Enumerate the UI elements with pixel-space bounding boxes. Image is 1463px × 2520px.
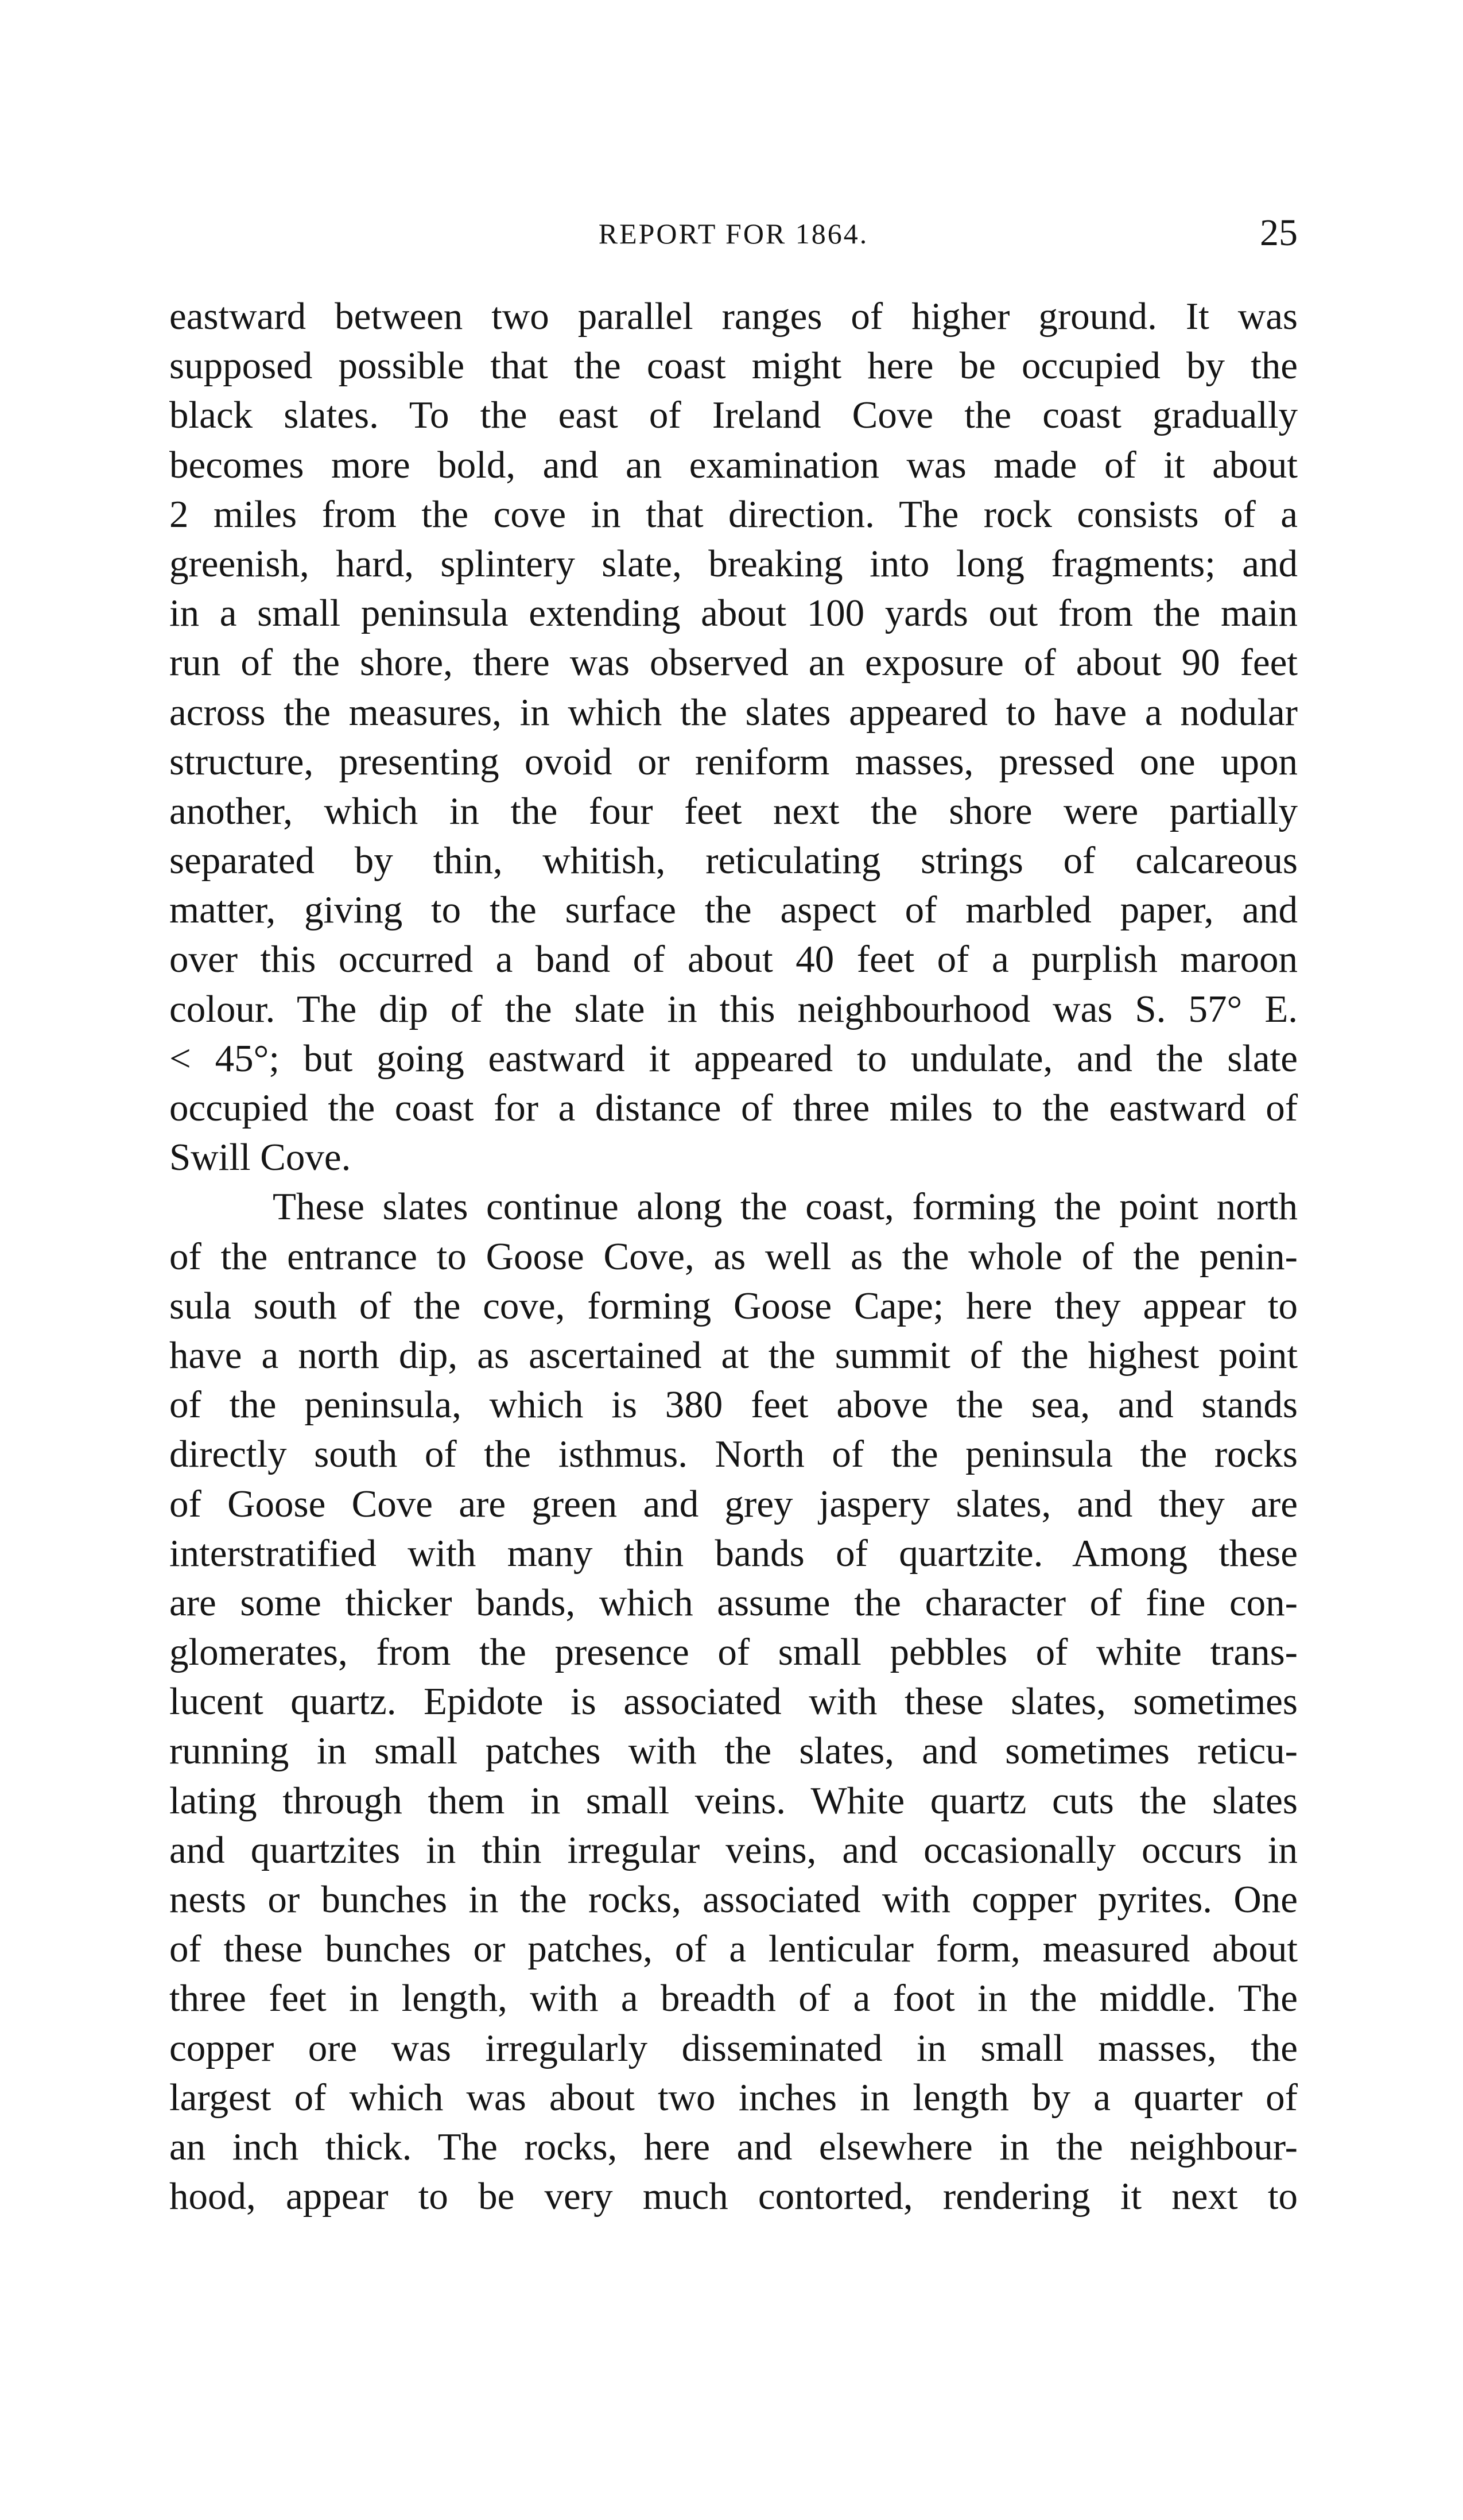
text-line: supposed possible that the coast might here be occupied by the — [169, 344, 1298, 387]
text-line: run of the shore, there was observed an exposure of about 90 feet — [169, 641, 1298, 684]
text-line: directly south of the isthmus. North of the peninsula the rocks — [169, 1433, 1298, 1476]
text-line: three feet in length, with a breadth of a foot in the middle. The — [169, 1977, 1298, 2020]
text-line: copper ore was irregularly disseminated in small masses, the — [169, 2026, 1298, 2069]
text-line: These slates continue along the coast, forming the point north — [273, 1185, 1298, 1228]
text-line: and quartzites in thin irregular veins, and occasionally occurs in — [169, 1828, 1298, 1871]
text-line: occupied the coast for a distance of three miles to the eastward of — [169, 1087, 1298, 1129]
text-line: glomerates, from the presence of small pebbles of white trans- — [169, 1631, 1298, 1674]
text-line: eastward between two parallel ranges of higher ground. It was — [169, 295, 1298, 338]
text-line: interstratified with many thin bands of quartzite. Among these — [169, 1532, 1298, 1575]
text-line: have a north dip, as ascertained at the summit of the highest point — [169, 1333, 1298, 1377]
text-line: largest of which was about two inches in length by a quarter of — [169, 2076, 1298, 2119]
text-line: separated by thin, whitish, reticulating strings of calcareous — [169, 839, 1298, 882]
text-line: across the measures, in which the slates appeared to have a nodular — [169, 691, 1298, 734]
text-line: sula south of the cove, forming Goose Cape; here they appear to — [169, 1284, 1298, 1327]
text-line: of Goose Cove are green and grey jaspery slates, and they are — [169, 1482, 1298, 1525]
text-line: another, which in the four feet next the shore were partially — [169, 789, 1298, 832]
text-line: over this occurred a band of about 40 feet of a purplish maroon — [169, 938, 1298, 981]
text-line: lucent quartz. Epidote is associated with these slates, sometimes — [169, 1680, 1298, 1723]
text-line: Swill Cove. — [169, 1136, 351, 1179]
paragraph-2 — [169, 1182, 1298, 2221]
text-line: are some thicker bands, which assume the character of fine con- — [169, 1581, 1298, 1624]
running-title: REPORT FOR 1864. — [598, 218, 869, 250]
text-line: in a small peninsula extending about 100 yards out from the main — [169, 592, 1298, 635]
text-line: running in small patches with the slates, and sometimes reticu- — [169, 1730, 1298, 1773]
text-line: an inch thick. The rocks, here and elsewhere in the neighbour- — [169, 2125, 1298, 2168]
text-line: of these bunches or patches, of a lenticular form, measured about — [169, 1928, 1298, 1971]
text-line: of the peninsula, which is 380 feet above the sea, and stands — [169, 1383, 1298, 1426]
text-line: lating through them in small veins. White quartz cuts the slates — [169, 1779, 1298, 1822]
running-head — [169, 214, 1298, 254]
text-line: colour. The dip of the slate in this neighbourhood was S. 57° E. — [169, 987, 1298, 1030]
body-text — [169, 292, 1298, 2221]
text-line: black slates. To the east of Ireland Cove the coast gradually — [169, 394, 1298, 437]
text-line: matter, giving to the surface the aspect of marbled paper, and — [169, 889, 1298, 932]
paragraph-1 — [169, 292, 1298, 1182]
text-line: hood, appear to be very much contorted, rendering it next to — [169, 2175, 1298, 2218]
text-line: greenish, hard, splintery slate, breaking into long fragments; and — [169, 542, 1298, 585]
text-line: nests or bunches in the rocks, associated with copper pyrites. One — [169, 1878, 1298, 1921]
text-line: < 45°; but going eastward it appeared to undulate, and the slate — [169, 1037, 1298, 1080]
text-line: structure, presenting ovoid or reniform masses, pressed one upon — [169, 740, 1298, 783]
text-line: becomes more bold, and an examination was made of it about — [169, 443, 1298, 486]
text-line: 2 miles from the cove in that direction. The rock consists of a — [169, 493, 1298, 536]
page-number: 25 — [1260, 212, 1298, 254]
text-line: of the entrance to Goose Cove, as well as the whole of the penin- — [169, 1235, 1298, 1278]
